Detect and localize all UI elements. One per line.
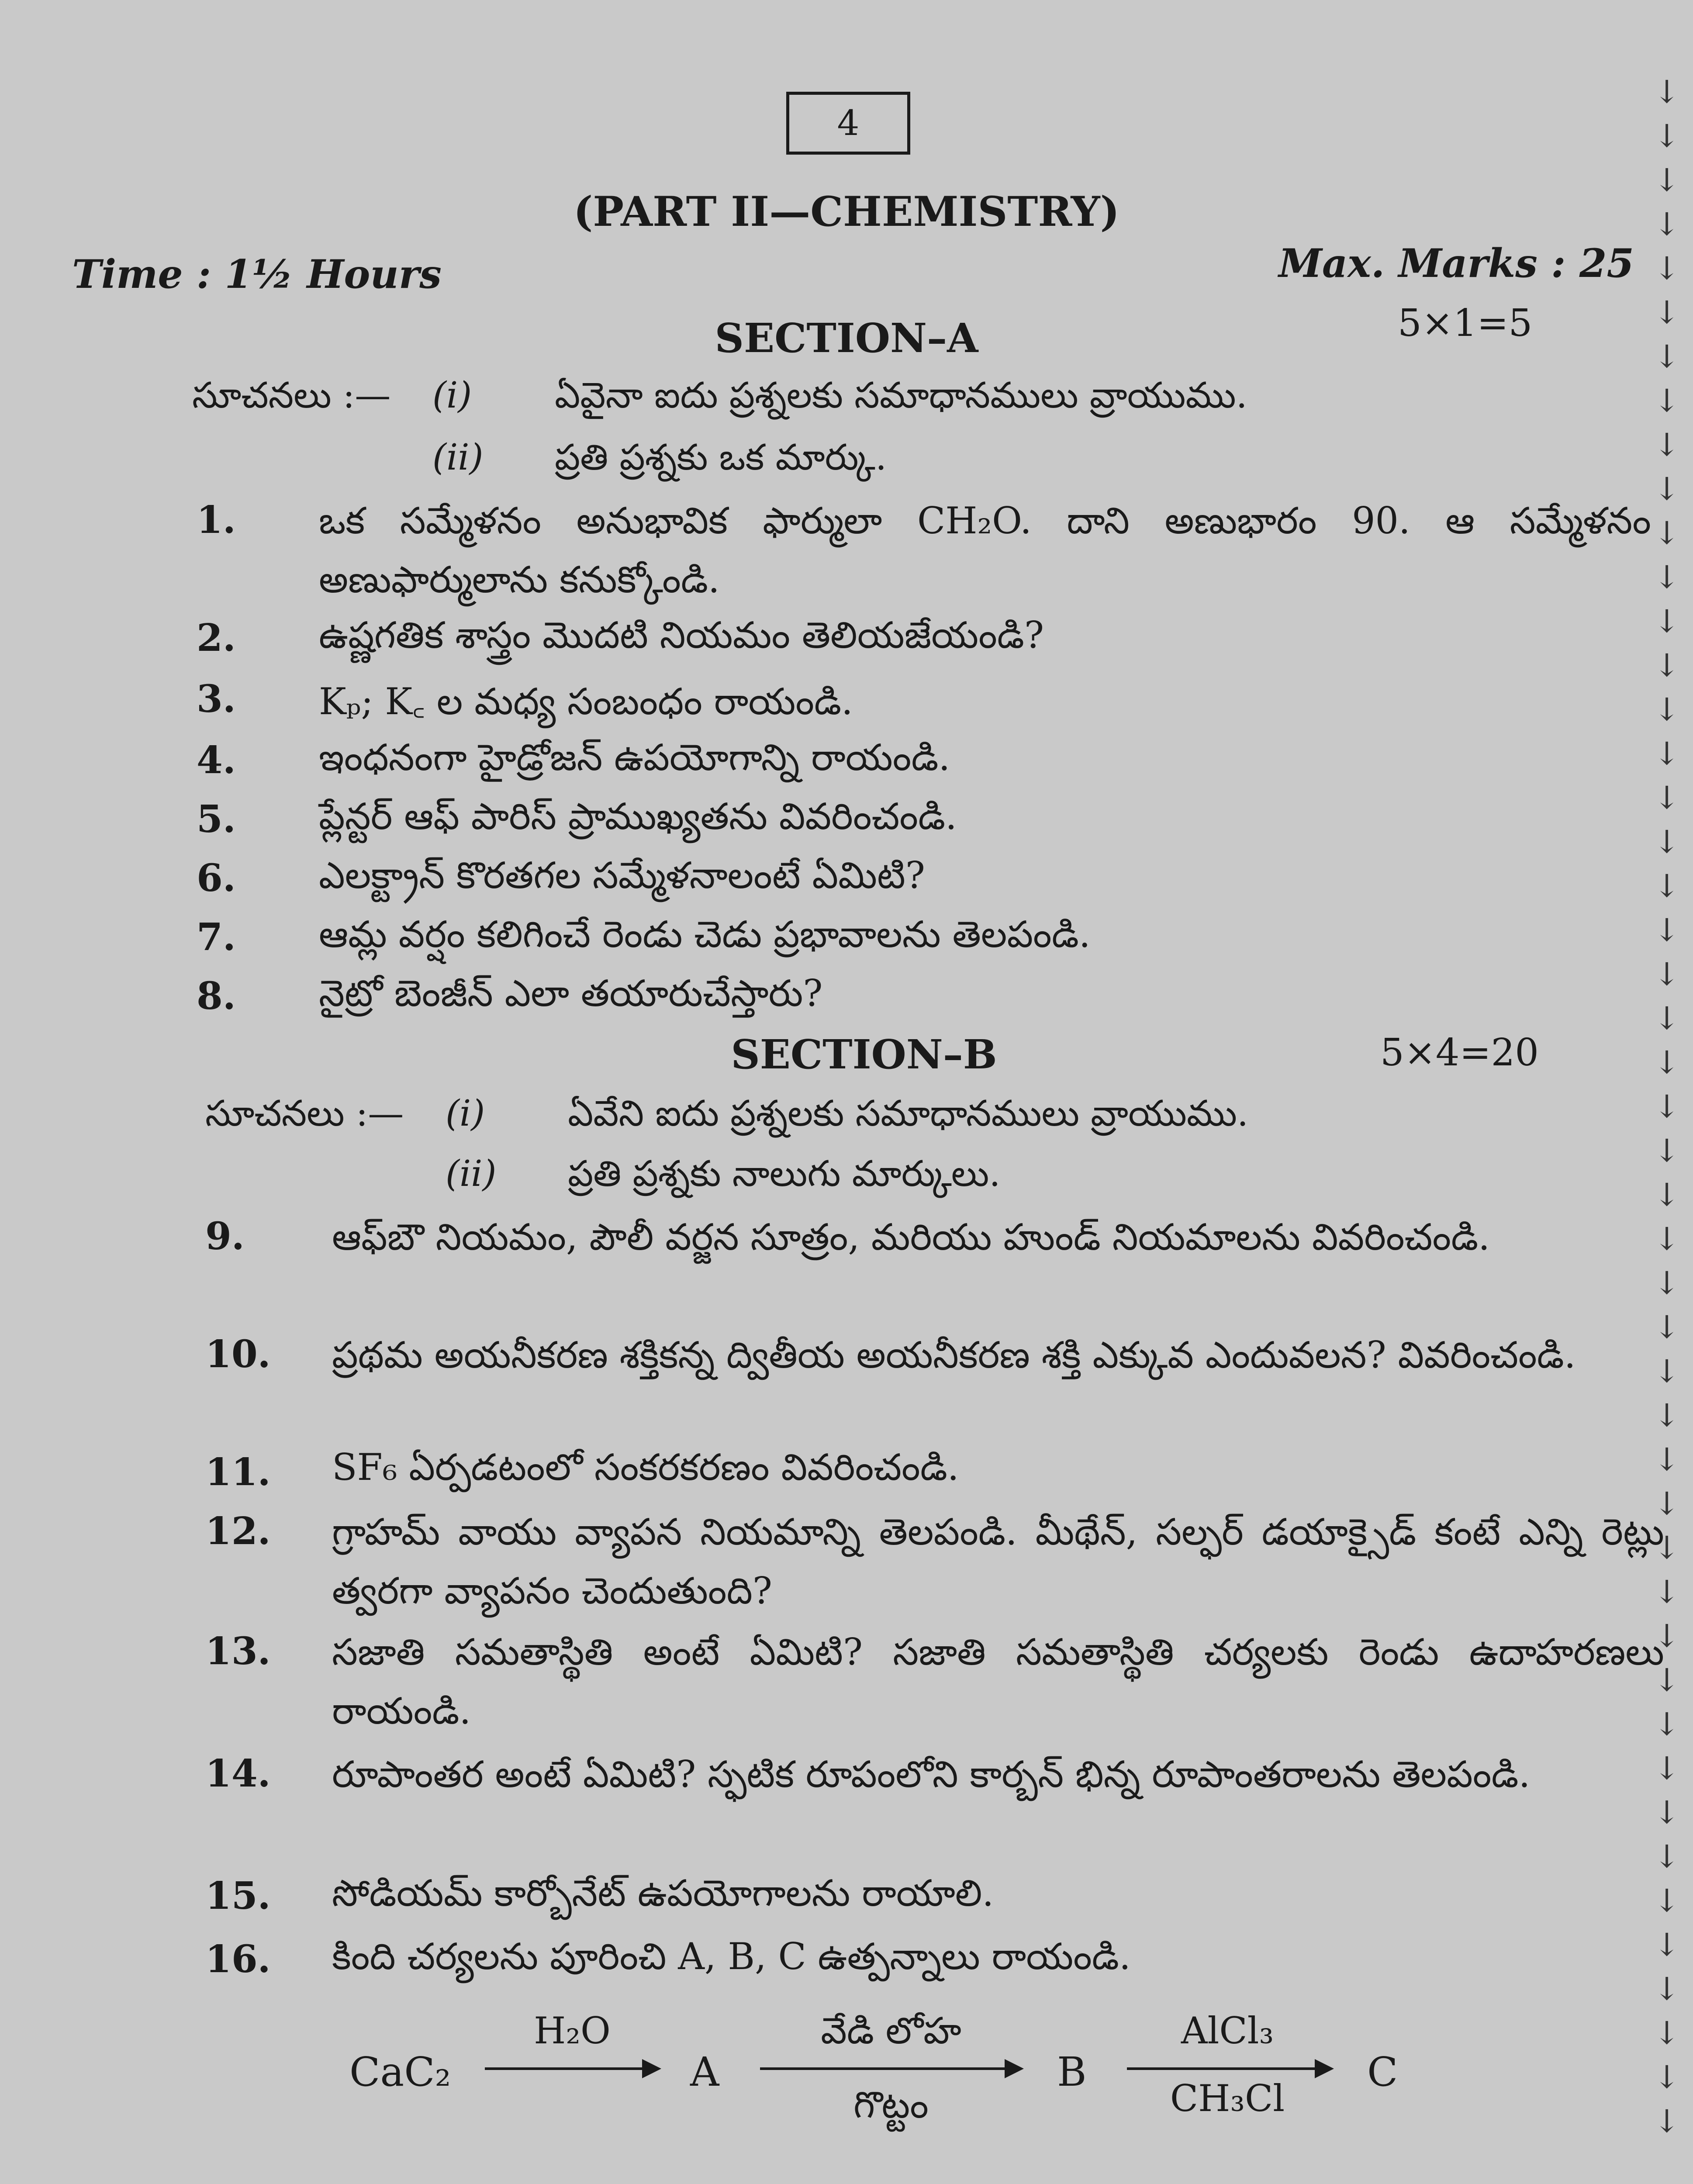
down-arrow-icon: ↓ — [1653, 691, 1680, 728]
section-b-marks: 5×4=20 — [1380, 1031, 1539, 1075]
down-arrow-icon: ↓ — [1653, 1441, 1680, 1478]
question-text: ఎలక్ట్రాన్ కొరతగల సమ్మేళనాలంటే ఏమిటి? — [319, 854, 925, 897]
reaction-arrow-2 — [760, 2067, 1009, 2070]
down-arrow-icon: ↓ — [1653, 1265, 1680, 1301]
question-number: 2. — [197, 616, 236, 660]
down-arrow-icon: ↓ — [1653, 1750, 1680, 1787]
section-a-instruction-text: ప్రతి ప్రశ్నకు ఒక మార్కు. — [555, 437, 887, 478]
down-arrow-icon: ↓ — [1653, 1882, 1680, 1919]
step3-reagent-top: AlCl₃ — [1181, 2009, 1274, 2052]
down-arrow-icon: ↓ — [1653, 867, 1680, 904]
down-arrow-icon: ↓ — [1653, 1926, 1680, 1963]
margin-arrows — [1641, 70, 1693, 2184]
down-arrow-icon: ↓ — [1653, 1706, 1680, 1742]
arrowhead-icon — [1005, 2059, 1024, 2078]
question-number: 16. — [205, 1937, 271, 1981]
down-arrow-icon: ↓ — [1653, 294, 1680, 331]
down-arrow-icon: ↓ — [1653, 1529, 1680, 1566]
section-b-instructions-label: సూచనలు :— — [205, 1093, 404, 1134]
question-text: ఆఫ్‌బౌ నియమం, పౌలీ వర్జన సూత్రం, మరియు హుండ్ నియమాలను వివరించండి. — [332, 1216, 1490, 1258]
down-arrow-icon: ↓ — [1653, 250, 1680, 287]
section-a-instructions-label: సూచనలు :— — [192, 375, 391, 416]
question-text: సజాతి సమతాస్థితి అంటే ఏమిటి? సజాతి సమతాస్థితి చర్యలకు రెండు ఉదాహరణలు రాయండి. — [332, 1631, 1664, 1732]
question-number: 11. — [205, 1450, 271, 1494]
question-text: కింది చర్యలను పూరించి A, B, C ఉత్పన్నాలు రాయండి. — [332, 1935, 1131, 1978]
product-b: B — [1057, 2049, 1087, 2095]
section-a-instruction-num: (ii) — [432, 437, 484, 478]
question-number: 1. — [197, 498, 236, 542]
question-text: నైట్రో బెంజీన్ ఎలా తయారుచేస్తారు? — [319, 972, 823, 1015]
question-number: 3. — [197, 677, 236, 721]
question-number: 15. — [205, 1874, 271, 1918]
max-marks-label: Max. Marks : 25 — [1278, 240, 1634, 287]
down-arrow-icon: ↓ — [1653, 2015, 1680, 2051]
down-arrow-icon: ↓ — [1653, 1970, 1680, 2007]
reactant-formula: CaC₂ — [349, 2049, 451, 2095]
question-text: ఆమ్ల వర్షం కలిగించే రెండు చెడు ప్రభావాలను తెలపండి. — [319, 913, 1091, 956]
step1-reagent: H₂O — [534, 2009, 611, 2052]
down-arrow-icon: ↓ — [1653, 1220, 1680, 1257]
question-number: 6. — [197, 856, 236, 900]
question-text: ప్లేన్టర్ ఆఫ్ పారిస్ ప్రాముఖ్యతను వివరించండి. — [319, 795, 957, 838]
part-title: (PART II—CHEMISTRY) — [573, 188, 1120, 236]
question-text: రూపాంతర అంటే ఏమిటి? స్ఫటిక రూపంలోని కార్బన్ భిన్న రూపాంతరాలను తెలపండి. — [332, 1753, 1531, 1796]
down-arrow-icon: ↓ — [1653, 1838, 1680, 1875]
down-arrow-icon: ↓ — [1653, 603, 1680, 639]
question-number: 4. — [197, 738, 236, 782]
question-text: సోడియమ్ కార్బోనేట్ ఉపయోగాలను రాయాలి. — [332, 1872, 994, 1914]
down-arrow-icon: ↓ — [1653, 73, 1680, 110]
question-number: 5. — [197, 797, 236, 841]
down-arrow-icon: ↓ — [1653, 1000, 1680, 1037]
section-a-title: SECTION–A — [715, 314, 978, 362]
down-arrow-icon: ↓ — [1653, 162, 1680, 198]
section-a-instruction-num: (i) — [432, 375, 472, 416]
step3-reagent-bottom: CH₃Cl — [1170, 2077, 1285, 2120]
down-arrow-icon: ↓ — [1653, 515, 1680, 551]
down-arrow-icon: ↓ — [1653, 956, 1680, 992]
section-b-instruction-text: ప్రతి ప్రశ్నకు నాలుగు మార్కులు. — [568, 1153, 1001, 1195]
page-number-box: 4 — [786, 92, 910, 155]
question-text: ఇంధనంగా హైడ్రోజన్ ఉపయోగాన్ని రాయండి. — [319, 736, 950, 779]
section-b-title: SECTION–B — [731, 1031, 997, 1078]
down-arrow-icon: ↓ — [1653, 1794, 1680, 1831]
down-arrow-icon: ↓ — [1653, 647, 1680, 684]
down-arrow-icon: ↓ — [1653, 2059, 1680, 2095]
product-c: C — [1367, 2049, 1398, 2095]
section-a-instruction-text: ఏవైనా ఐదు ప్రశ్నలకు సమాధానములు వ్రాయుము. — [555, 375, 1247, 416]
down-arrow-icon: ↓ — [1653, 382, 1680, 419]
section-a-marks: 5×1=5 — [1398, 301, 1533, 345]
down-arrow-icon: ↓ — [1653, 1132, 1680, 1169]
down-arrow-icon: ↓ — [1653, 117, 1680, 154]
arrowhead-icon — [1315, 2059, 1334, 2078]
question-number: 13. — [205, 1629, 271, 1673]
down-arrow-icon: ↓ — [1653, 1176, 1680, 1213]
down-arrow-icon: ↓ — [1653, 1573, 1680, 1610]
reaction-arrow-3 — [1127, 2067, 1319, 2070]
product-a: A — [690, 2049, 719, 2095]
down-arrow-icon: ↓ — [1653, 1088, 1680, 1125]
question-text: గ్రాహమ్ వాయు వ్యాపన నియమాన్ని తెలపండి. మీథేన్, సల్ఫర్ డయాక్సైడ్ కంటే ఎన్ని రెట్లు త్వరగా వ్యాపనం చెందుతుంది? — [332, 1510, 1664, 1612]
question-number: 10. — [205, 1332, 271, 1376]
down-arrow-icon: ↓ — [1653, 912, 1680, 948]
section-b-instruction-num: (i) — [446, 1093, 485, 1134]
down-arrow-icon: ↓ — [1653, 2103, 1680, 2139]
down-arrow-icon: ↓ — [1653, 735, 1680, 772]
down-arrow-icon: ↓ — [1653, 1309, 1680, 1345]
down-arrow-icon: ↓ — [1653, 470, 1680, 507]
question-number: 9. — [205, 1214, 245, 1258]
down-arrow-icon: ↓ — [1653, 1397, 1680, 1434]
down-arrow-icon: ↓ — [1653, 206, 1680, 242]
down-arrow-icon: ↓ — [1653, 1617, 1680, 1654]
section-b-instruction-text: ఏవేని ఐదు ప్రశ్నలకు సమాధానములు వ్రాయుము. — [568, 1093, 1249, 1134]
question-text: ఉష్ణగతిక శాస్త్రం మొదటి నియమం తెలియజేయండి? — [319, 614, 1044, 657]
down-arrow-icon: ↓ — [1653, 338, 1680, 375]
question-number: 8. — [197, 974, 236, 1018]
question-text: SF₆ ఏర్పడటంలో సంకరకరణం వివరించండి. — [332, 1446, 959, 1489]
arrowhead-icon — [642, 2059, 661, 2078]
down-arrow-icon: ↓ — [1653, 1044, 1680, 1081]
down-arrow-icon: ↓ — [1653, 779, 1680, 816]
down-arrow-icon: ↓ — [1653, 823, 1680, 860]
down-arrow-icon: ↓ — [1653, 426, 1680, 463]
question-number: 14. — [205, 1752, 271, 1796]
time-label: Time : 1½ Hours — [72, 251, 442, 297]
down-arrow-icon: ↓ — [1653, 1353, 1680, 1389]
section-b-instruction-num: (ii) — [446, 1153, 497, 1195]
down-arrow-icon: ↓ — [1653, 559, 1680, 595]
reaction-arrow-1 — [485, 2067, 646, 2070]
question-text: ప్రథమ అయనీకరణ శక్తికన్న ద్వితీయ అయనీకరణ శక్తి ఎక్కువ ఎందువలన? వివరించండి. — [332, 1334, 1576, 1376]
down-arrow-icon: ↓ — [1653, 1662, 1680, 1698]
down-arrow-icon: ↓ — [1653, 1485, 1680, 1522]
question-text: Kₚ; K꜀ ల మధ్య సంబంధం రాయండి. — [319, 680, 853, 723]
question-number: 7. — [197, 915, 236, 959]
question-number: 12. — [205, 1509, 271, 1553]
question-text: ఒక సమ్మేళనం అనుభావిక ఫార్ములా CH₂O. దాని అణుభారం 90. ఆ సమ్మేళనం అణుఫార్ములాను కనుక్కోండి. — [319, 499, 1651, 601]
step2-reagent-top: వేడి లోహ — [821, 2009, 961, 2052]
step2-reagent-bottom: గొట్టం — [853, 2084, 929, 2126]
